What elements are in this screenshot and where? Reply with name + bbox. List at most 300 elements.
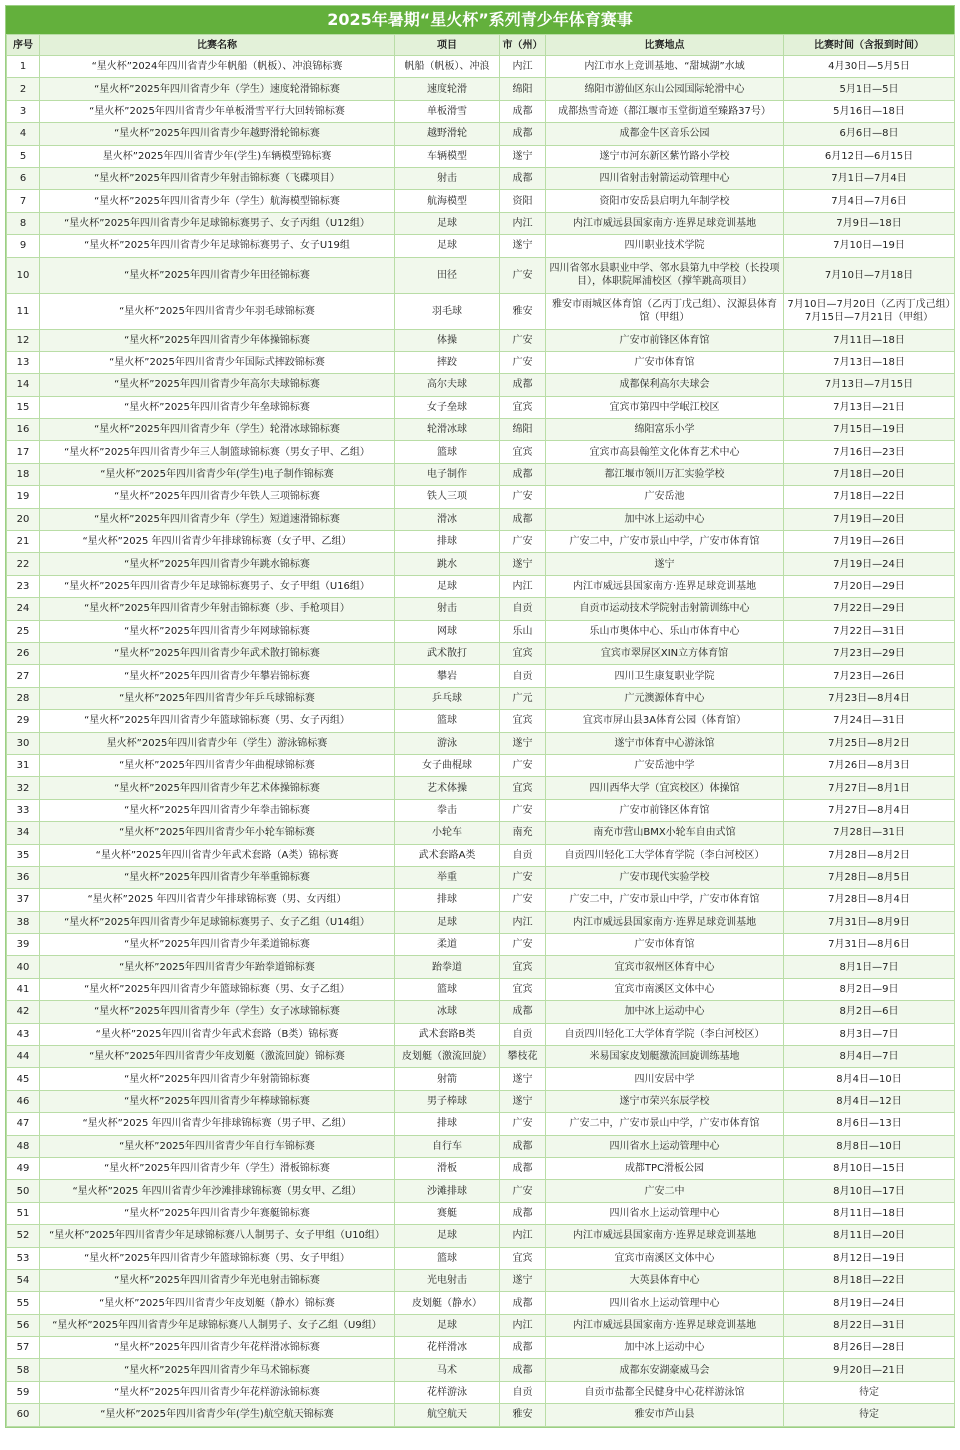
cell-index: 29 [7,710,40,732]
cell-event-name: “星火杯”2025年四川省青少年（学生）轮滑冰球锦标赛 [40,419,395,441]
cell-dates: 8月8日—10日 [784,1135,955,1157]
cell-sport: 足球 [395,911,500,933]
cell-sport: 游泳 [395,732,500,754]
cell-city: 自贡 [500,1023,546,1045]
cell-venue: 广安市现代实验学校 [546,866,784,888]
cell-dates: 7月27日—8月4日 [784,799,955,821]
cell-event-name: “星火杯”2025年四川省青少年田径锦标赛 [40,257,395,293]
cell-sport: 篮球 [395,978,500,1000]
cell-event-name: “星火杯”2025年四川省青少年射击锦标赛（飞碟项目） [40,167,395,189]
cell-sport: 拳击 [395,799,500,821]
table-header [7,35,955,56]
table-row [7,78,955,100]
col-header-index: 序号 [7,35,40,56]
cell-event-name: “星火杯”2025年四川省青少年艺术体操锦标赛 [40,777,395,799]
cell-dates: 7月28日—8月2日 [784,844,955,866]
cell-sport: 越野滑轮 [395,123,500,145]
cell-dates: 待定 [784,1381,955,1403]
events-table [6,34,955,1427]
cell-event-name: “星火杯”2025年四川省青少年跳水锦标赛 [40,553,395,575]
cell-city: 南充 [500,822,546,844]
header-row [7,35,955,56]
cell-dates: 7月31日—8月6日 [784,934,955,956]
cell-index: 53 [7,1247,40,1269]
cell-event-name: “星火杯”2025年四川省青少年光电射击锦标赛 [40,1269,395,1291]
events-sheet [5,5,955,1428]
cell-sport: 足球 [395,1314,500,1336]
cell-venue: 四川西华大学（宜宾校区）体操馆 [546,777,784,799]
cell-venue: 自贡四川轻化工大学体育学院（李白河校区） [546,844,784,866]
table-row [7,575,955,597]
cell-index: 57 [7,1337,40,1359]
cell-sport: 皮划艇（激流回旋） [395,1046,500,1068]
cell-sport: 排球 [395,531,500,553]
cell-event-name: “星火杯”2025年四川省青少年篮球锦标赛（男、女子甲组） [40,1247,395,1269]
cell-city: 内江 [500,1314,546,1336]
cell-dates: 8月12日—19日 [784,1247,955,1269]
cell-city: 广安 [500,799,546,821]
cell-dates: 7月23日—8月4日 [784,687,955,709]
cell-event-name: 星火杯”2025年四川省青少年（学生）游泳锦标赛 [40,732,395,754]
cell-dates: 7月20日—29日 [784,575,955,597]
cell-sport: 艺术体操 [395,777,500,799]
cell-dates: 7月9日—18日 [784,212,955,234]
cell-city: 雅安 [500,1404,546,1426]
table-row [7,934,955,956]
cell-venue: 雅安市芦山县 [546,1404,784,1426]
cell-city: 宜宾 [500,710,546,732]
cell-dates: 7月10日—7月18日 [784,257,955,293]
cell-city: 成都 [500,1202,546,1224]
cell-event-name: “星火杯”2025年四川省青少年单板滑雪平行大回转锦标赛 [40,100,395,122]
cell-venue: 遂宁市荣兴东辰学校 [546,1090,784,1112]
cell-dates: 7月10日—19日 [784,235,955,257]
cell-city: 广安 [500,257,546,293]
cell-index: 47 [7,1113,40,1135]
cell-dates: 8月4日—10日 [784,1068,955,1090]
cell-index: 10 [7,257,40,293]
cell-event-name: “星火杯”2025年四川省青少年武术散打锦标赛 [40,642,395,664]
table-row [7,235,955,257]
cell-venue: 宜宾市第四中学岷江校区 [546,396,784,418]
cell-city: 绵阳 [500,419,546,441]
cell-dates: 待定 [784,1404,955,1426]
cell-dates: 7月4日—7月6日 [784,190,955,212]
cell-venue: 加中冰上运动中心 [546,1337,784,1359]
table-row [7,1180,955,1202]
cell-sport: 花样滑冰 [395,1337,500,1359]
table-row [7,374,955,396]
cell-index: 23 [7,575,40,597]
cell-dates: 7月22日—29日 [784,598,955,620]
cell-index: 16 [7,419,40,441]
cell-index: 21 [7,531,40,553]
cell-sport: 光电射击 [395,1269,500,1291]
cell-index: 51 [7,1202,40,1224]
cell-dates: 7月18日—22日 [784,486,955,508]
cell-venue: 绵阳富乐小学 [546,419,784,441]
cell-sport: 高尔夫球 [395,374,500,396]
cell-sport: 柔道 [395,934,500,956]
cell-index: 28 [7,687,40,709]
cell-city: 广安 [500,531,546,553]
cell-dates: 7月16日—23日 [784,441,955,463]
cell-index: 9 [7,235,40,257]
cell-event-name: “星火杯”2025年四川省青少年自行车锦标赛 [40,1135,395,1157]
cell-sport: 排球 [395,1113,500,1135]
cell-sport: 单板滑雪 [395,100,500,122]
cell-index: 1 [7,56,40,78]
cell-dates: 5月16日—18日 [784,100,955,122]
cell-dates: 8月22日—31日 [784,1314,955,1336]
cell-city: 宜宾 [500,642,546,664]
cell-sport: 射击 [395,598,500,620]
table-row [7,56,955,78]
cell-venue: 成都热雪奇迹（都江堰市玉堂街道至臻路37号） [546,100,784,122]
cell-venue: 大英县体育中心 [546,1269,784,1291]
cell-city: 自贡 [500,665,546,687]
cell-city: 广安 [500,351,546,373]
cell-sport: 皮划艇（静水） [395,1292,500,1314]
table-row [7,620,955,642]
cell-venue: 遂宁市体育中心游泳馆 [546,732,784,754]
cell-index: 34 [7,822,40,844]
cell-sport: 速度轮滑 [395,78,500,100]
cell-venue: 都江堰市领川万汇实验学校 [546,463,784,485]
cell-venue: 加中冰上运动中心 [546,508,784,530]
cell-city: 攀枝花 [500,1046,546,1068]
cell-dates: 6月6日—8日 [784,123,955,145]
cell-index: 17 [7,441,40,463]
cell-venue: 四川省水上运动管理中心 [546,1135,784,1157]
table-row [7,419,955,441]
cell-event-name: “星火杯”2025年四川省青少年足球锦标赛男子、女子乙组（U14组） [40,911,395,933]
cell-sport: 男子棒球 [395,1090,500,1112]
cell-event-name: “星火杯”2025年四川省青少年（学生）短道速滑锦标赛 [40,508,395,530]
cell-city: 资阳 [500,190,546,212]
table-row [7,167,955,189]
cell-city: 自贡 [500,598,546,620]
cell-sport: 篮球 [395,441,500,463]
cell-venue: 南充市营山BMX小轮车自由式馆 [546,822,784,844]
table-row [7,1314,955,1336]
cell-index: 42 [7,1001,40,1023]
cell-event-name: “星火杯”2025年四川省青少年网球锦标赛 [40,620,395,642]
cell-venue: 四川省射击射箭运动管理中心 [546,167,784,189]
cell-event-name: “星火杯”2025年四川省青少年攀岩锦标赛 [40,665,395,687]
table-row [7,1292,955,1314]
cell-index: 54 [7,1269,40,1291]
cell-dates: 7月11日—18日 [784,329,955,351]
cell-venue: 内江市威远县国家南方·连界足球竞训基地 [546,1225,784,1247]
cell-dates: 8月19日—24日 [784,1292,955,1314]
cell-venue: 广安市前锋区体育馆 [546,329,784,351]
col-header-dates: 比赛时间（含报到时间） [784,35,955,56]
cell-sport: 马术 [395,1359,500,1381]
cell-index: 46 [7,1090,40,1112]
cell-city: 宜宾 [500,441,546,463]
cell-sport: 摔跤 [395,351,500,373]
cell-venue: 四川职业技术学院 [546,235,784,257]
table-row [7,553,955,575]
cell-sport: 帆船（帆板）、冲浪 [395,56,500,78]
table-row [7,531,955,553]
cell-index: 49 [7,1157,40,1179]
table-row [7,1359,955,1381]
cell-venue: 自贡市运动技术学院射击射箭训练中心 [546,598,784,620]
cell-event-name: “星火杯”2025年四川省青少年赛艇锦标赛 [40,1202,395,1224]
cell-venue: 成都东安湖豪威马会 [546,1359,784,1381]
cell-dates: 8月18日—22日 [784,1269,955,1291]
cell-city: 内江 [500,575,546,597]
cell-event-name: “星火杯”2025年四川省青少年足球锦标赛八人制男子、女子乙组（U9组） [40,1314,395,1336]
cell-event-name: “星火杯”2025年四川省青少年垒球锦标赛 [40,396,395,418]
cell-event-name: “星火杯”2025年四川省青少年（学生）航海模型锦标赛 [40,190,395,212]
cell-event-name: “星火杯”2025年四川省青少年足球锦标赛男子、女子丙组（U12组） [40,212,395,234]
cell-event-name: “星火杯”2025年四川省青少年乒乓球锦标赛 [40,687,395,709]
cell-dates: 8月2日—9日 [784,978,955,1000]
cell-event-name: “星火杯”2025年四川省青少年棒球锦标赛 [40,1090,395,1112]
cell-event-name: 星火杯”2025年四川省青少年(学生)车辆模型锦标赛 [40,145,395,167]
table-row [7,956,955,978]
table-row [7,351,955,373]
cell-city: 广安 [500,329,546,351]
cell-index: 30 [7,732,40,754]
cell-city: 内江 [500,212,546,234]
cell-city: 内江 [500,911,546,933]
cell-city: 绵阳 [500,78,546,100]
table-row [7,508,955,530]
cell-sport: 羽毛球 [395,293,500,329]
table-row [7,396,955,418]
table-row [7,1202,955,1224]
cell-sport: 乒乓球 [395,687,500,709]
cell-event-name: “星火杯”2025年四川省青少年拳击锦标赛 [40,799,395,821]
cell-dates: 7月13日—7月15日 [784,374,955,396]
cell-dates: 7月19日—24日 [784,553,955,575]
cell-event-name: “星火杯”2025年四川省青少年柔道锦标赛 [40,934,395,956]
cell-city: 内江 [500,56,546,78]
cell-venue: 内江市水上竞训基地、“甜城湖”水域 [546,56,784,78]
cell-city: 内江 [500,1225,546,1247]
cell-dates: 7月13日—18日 [784,351,955,373]
cell-city: 遂宁 [500,1269,546,1291]
cell-venue: 广安二中，广安市景山中学，广安市体育馆 [546,1113,784,1135]
cell-dates: 8月3日—7日 [784,1023,955,1045]
col-header-city: 市（州） [500,35,546,56]
cell-city: 广安 [500,1180,546,1202]
cell-city: 广安 [500,486,546,508]
cell-venue: 内江市威远县国家南方·连界足球竞训基地 [546,1314,784,1336]
cell-dates: 7月1日—7月4日 [784,167,955,189]
cell-event-name: “星火杯”2025年四川省青少年射击锦标赛（步、手枪项目） [40,598,395,620]
cell-dates: 7月27日—8月1日 [784,777,955,799]
table-body [7,56,955,1427]
cell-venue: 宜宾市高县翰笙文化体育艺术中心 [546,441,784,463]
cell-index: 41 [7,978,40,1000]
cell-event-name: “星火杯”2025年四川省青少年射箭锦标赛 [40,1068,395,1090]
cell-city: 成都 [500,374,546,396]
cell-venue: 广安二中，广安市景山中学，广安市体育馆 [546,889,784,911]
cell-venue: 遂宁市河东新区紫竹路小学校 [546,145,784,167]
cell-venue: 自贡四川轻化工大学体育学院（李白河校区） [546,1023,784,1045]
cell-venue: 四川省邻水县职业中学、邻水县第九中学校（长投项目），体职院犀浦校区（撑竿跳高项目） [546,257,784,293]
cell-event-name: “星火杯”2025 年四川省青少年排球锦标赛（男子甲、乙组） [40,1113,395,1135]
table-row [7,642,955,664]
cell-venue: 内江市威远县国家南方·连界足球竞训基地 [546,911,784,933]
cell-dates: 7月15日—19日 [784,419,955,441]
cell-sport: 武术套路B类 [395,1023,500,1045]
cell-event-name: “星火杯”2025 年四川省青少年排球锦标赛（女子甲、乙组） [40,531,395,553]
cell-city: 遂宁 [500,732,546,754]
cell-venue: 宜宾市南溪区文体中心 [546,1247,784,1269]
cell-sport: 铁人三项 [395,486,500,508]
cell-venue: 宜宾市叙州区体育中心 [546,956,784,978]
col-header-sport: 项目 [395,35,500,56]
cell-sport: 体操 [395,329,500,351]
cell-sport: 冰球 [395,1001,500,1023]
cell-sport: 跆拳道 [395,956,500,978]
cell-dates: 5月1日—5日 [784,78,955,100]
table-row [7,1135,955,1157]
cell-venue: 广安岳池中学 [546,754,784,776]
table-row [7,1113,955,1135]
cell-sport: 滑板 [395,1157,500,1179]
cell-city: 广安 [500,754,546,776]
table-row [7,329,955,351]
cell-city: 遂宁 [500,1090,546,1112]
cell-city: 成都 [500,463,546,485]
cell-index: 35 [7,844,40,866]
table-row [7,1023,955,1045]
cell-index: 27 [7,665,40,687]
cell-venue: 广安二中 [546,1180,784,1202]
cell-venue: 绵阳市游仙区东山公园国际轮滑中心 [546,78,784,100]
cell-venue: 宜宾市翠屏区XIN立方体育馆 [546,642,784,664]
cell-dates: 7月25日—8月2日 [784,732,955,754]
cell-city: 宜宾 [500,978,546,1000]
cell-dates: 8月10日—15日 [784,1157,955,1179]
cell-event-name: “星火杯”2025年四川省青少年体操锦标赛 [40,329,395,351]
cell-index: 58 [7,1359,40,1381]
cell-event-name: “星火杯”2025年四川省青少年小轮车锦标赛 [40,822,395,844]
cell-city: 广安 [500,866,546,888]
cell-venue: 广元澳源体育中心 [546,687,784,709]
cell-city: 乐山 [500,620,546,642]
cell-venue: 米易国家皮划艇激流回旋训练基地 [546,1046,784,1068]
table-row [7,1225,955,1247]
cell-dates: 7月18日—20日 [784,463,955,485]
cell-index: 8 [7,212,40,234]
cell-index: 7 [7,190,40,212]
table-row [7,1157,955,1179]
cell-dates: 7月19日—26日 [784,531,955,553]
cell-index: 2 [7,78,40,100]
cell-city: 成都 [500,1359,546,1381]
cell-city: 自贡 [500,1381,546,1403]
cell-city: 成都 [500,508,546,530]
cell-dates: 8月4日—12日 [784,1090,955,1112]
cell-event-name: “星火杯”2025年四川省青少年足球锦标赛男子、女子U19组 [40,235,395,257]
cell-index: 25 [7,620,40,642]
table-row [7,212,955,234]
cell-sport: 田径 [395,257,500,293]
cell-event-name: “星火杯”2025年四川省青少年（学生）滑板锦标赛 [40,1157,395,1179]
table-row [7,978,955,1000]
cell-dates: 4月30日—5月5日 [784,56,955,78]
cell-event-name: “星火杯”2025年四川省青少年马术锦标赛 [40,1359,395,1381]
cell-index: 44 [7,1046,40,1068]
table-row [7,732,955,754]
table-row [7,190,955,212]
cell-dates: 8月11日—20日 [784,1225,955,1247]
table-row [7,1090,955,1112]
cell-venue: 四川卫生康复职业学院 [546,665,784,687]
table-row [7,777,955,799]
cell-city: 成都 [500,1337,546,1359]
cell-dates: 7月10日—7月20日（乙丙丁戊己组）7月15日—7月21日（甲组） [784,293,955,329]
cell-venue: 宜宾市南溪区文体中心 [546,978,784,1000]
cell-event-name: “星火杯”2024年四川省青少年帆船（帆板）、冲浪锦标赛 [40,56,395,78]
cell-sport: 跳水 [395,553,500,575]
cell-event-name: “星火杯”2025 年四川省青少年沙滩排球锦标赛（男女甲、乙组） [40,1180,395,1202]
cell-venue: 成都TPC滑板公园 [546,1157,784,1179]
cell-event-name: “星火杯”2025年四川省青少年越野滑轮锦标赛 [40,123,395,145]
table-row [7,665,955,687]
cell-index: 43 [7,1023,40,1045]
cell-index: 39 [7,934,40,956]
cell-sport: 航海模型 [395,190,500,212]
cell-index: 3 [7,100,40,122]
cell-city: 遂宁 [500,235,546,257]
cell-event-name: “星火杯”2025年四川省青少年足球锦标赛八人制男子、女子甲组（U10组） [40,1225,395,1247]
cell-event-name: “星火杯”2025年四川省青少年(学生)电子制作锦标赛 [40,463,395,485]
cell-sport: 赛艇 [395,1202,500,1224]
table-row [7,710,955,732]
cell-index: 37 [7,889,40,911]
cell-event-name: “星火杯”2025年四川省青少年皮划艇（激流回旋）锦标赛 [40,1046,395,1068]
table-row [7,1068,955,1090]
cell-event-name: “星火杯”2025年四川省青少年花样游泳锦标赛 [40,1381,395,1403]
cell-dates: 7月22日—31日 [784,620,955,642]
cell-city: 成都 [500,167,546,189]
table-row [7,145,955,167]
cell-event-name: “星火杯”2025年四川省青少年高尔夫球锦标赛 [40,374,395,396]
cell-venue: 乐山市奥体中心、乐山市体育中心 [546,620,784,642]
cell-sport: 射箭 [395,1068,500,1090]
cell-city: 成都 [500,1001,546,1023]
table-row [7,257,955,293]
cell-event-name: “星火杯”2025年四川省青少年铁人三项锦标赛 [40,486,395,508]
cell-city: 成都 [500,100,546,122]
cell-index: 24 [7,598,40,620]
table-row [7,687,955,709]
cell-event-name: “星火杯”2025年四川省青少年篮球锦标赛（男、女子丙组） [40,710,395,732]
cell-dates: 7月23日—26日 [784,665,955,687]
cell-venue: 内江市威远县国家南方·连界足球竞训基地 [546,212,784,234]
table-row [7,1381,955,1403]
cell-sport: 攀岩 [395,665,500,687]
table-row [7,844,955,866]
cell-index: 14 [7,374,40,396]
cell-sport: 沙滩排球 [395,1180,500,1202]
cell-sport: 滑冰 [395,508,500,530]
cell-index: 56 [7,1314,40,1336]
cell-venue: 自贡市盐都全民健身中心花样游泳馆 [546,1381,784,1403]
cell-index: 20 [7,508,40,530]
table-row [7,822,955,844]
table-row [7,1337,955,1359]
